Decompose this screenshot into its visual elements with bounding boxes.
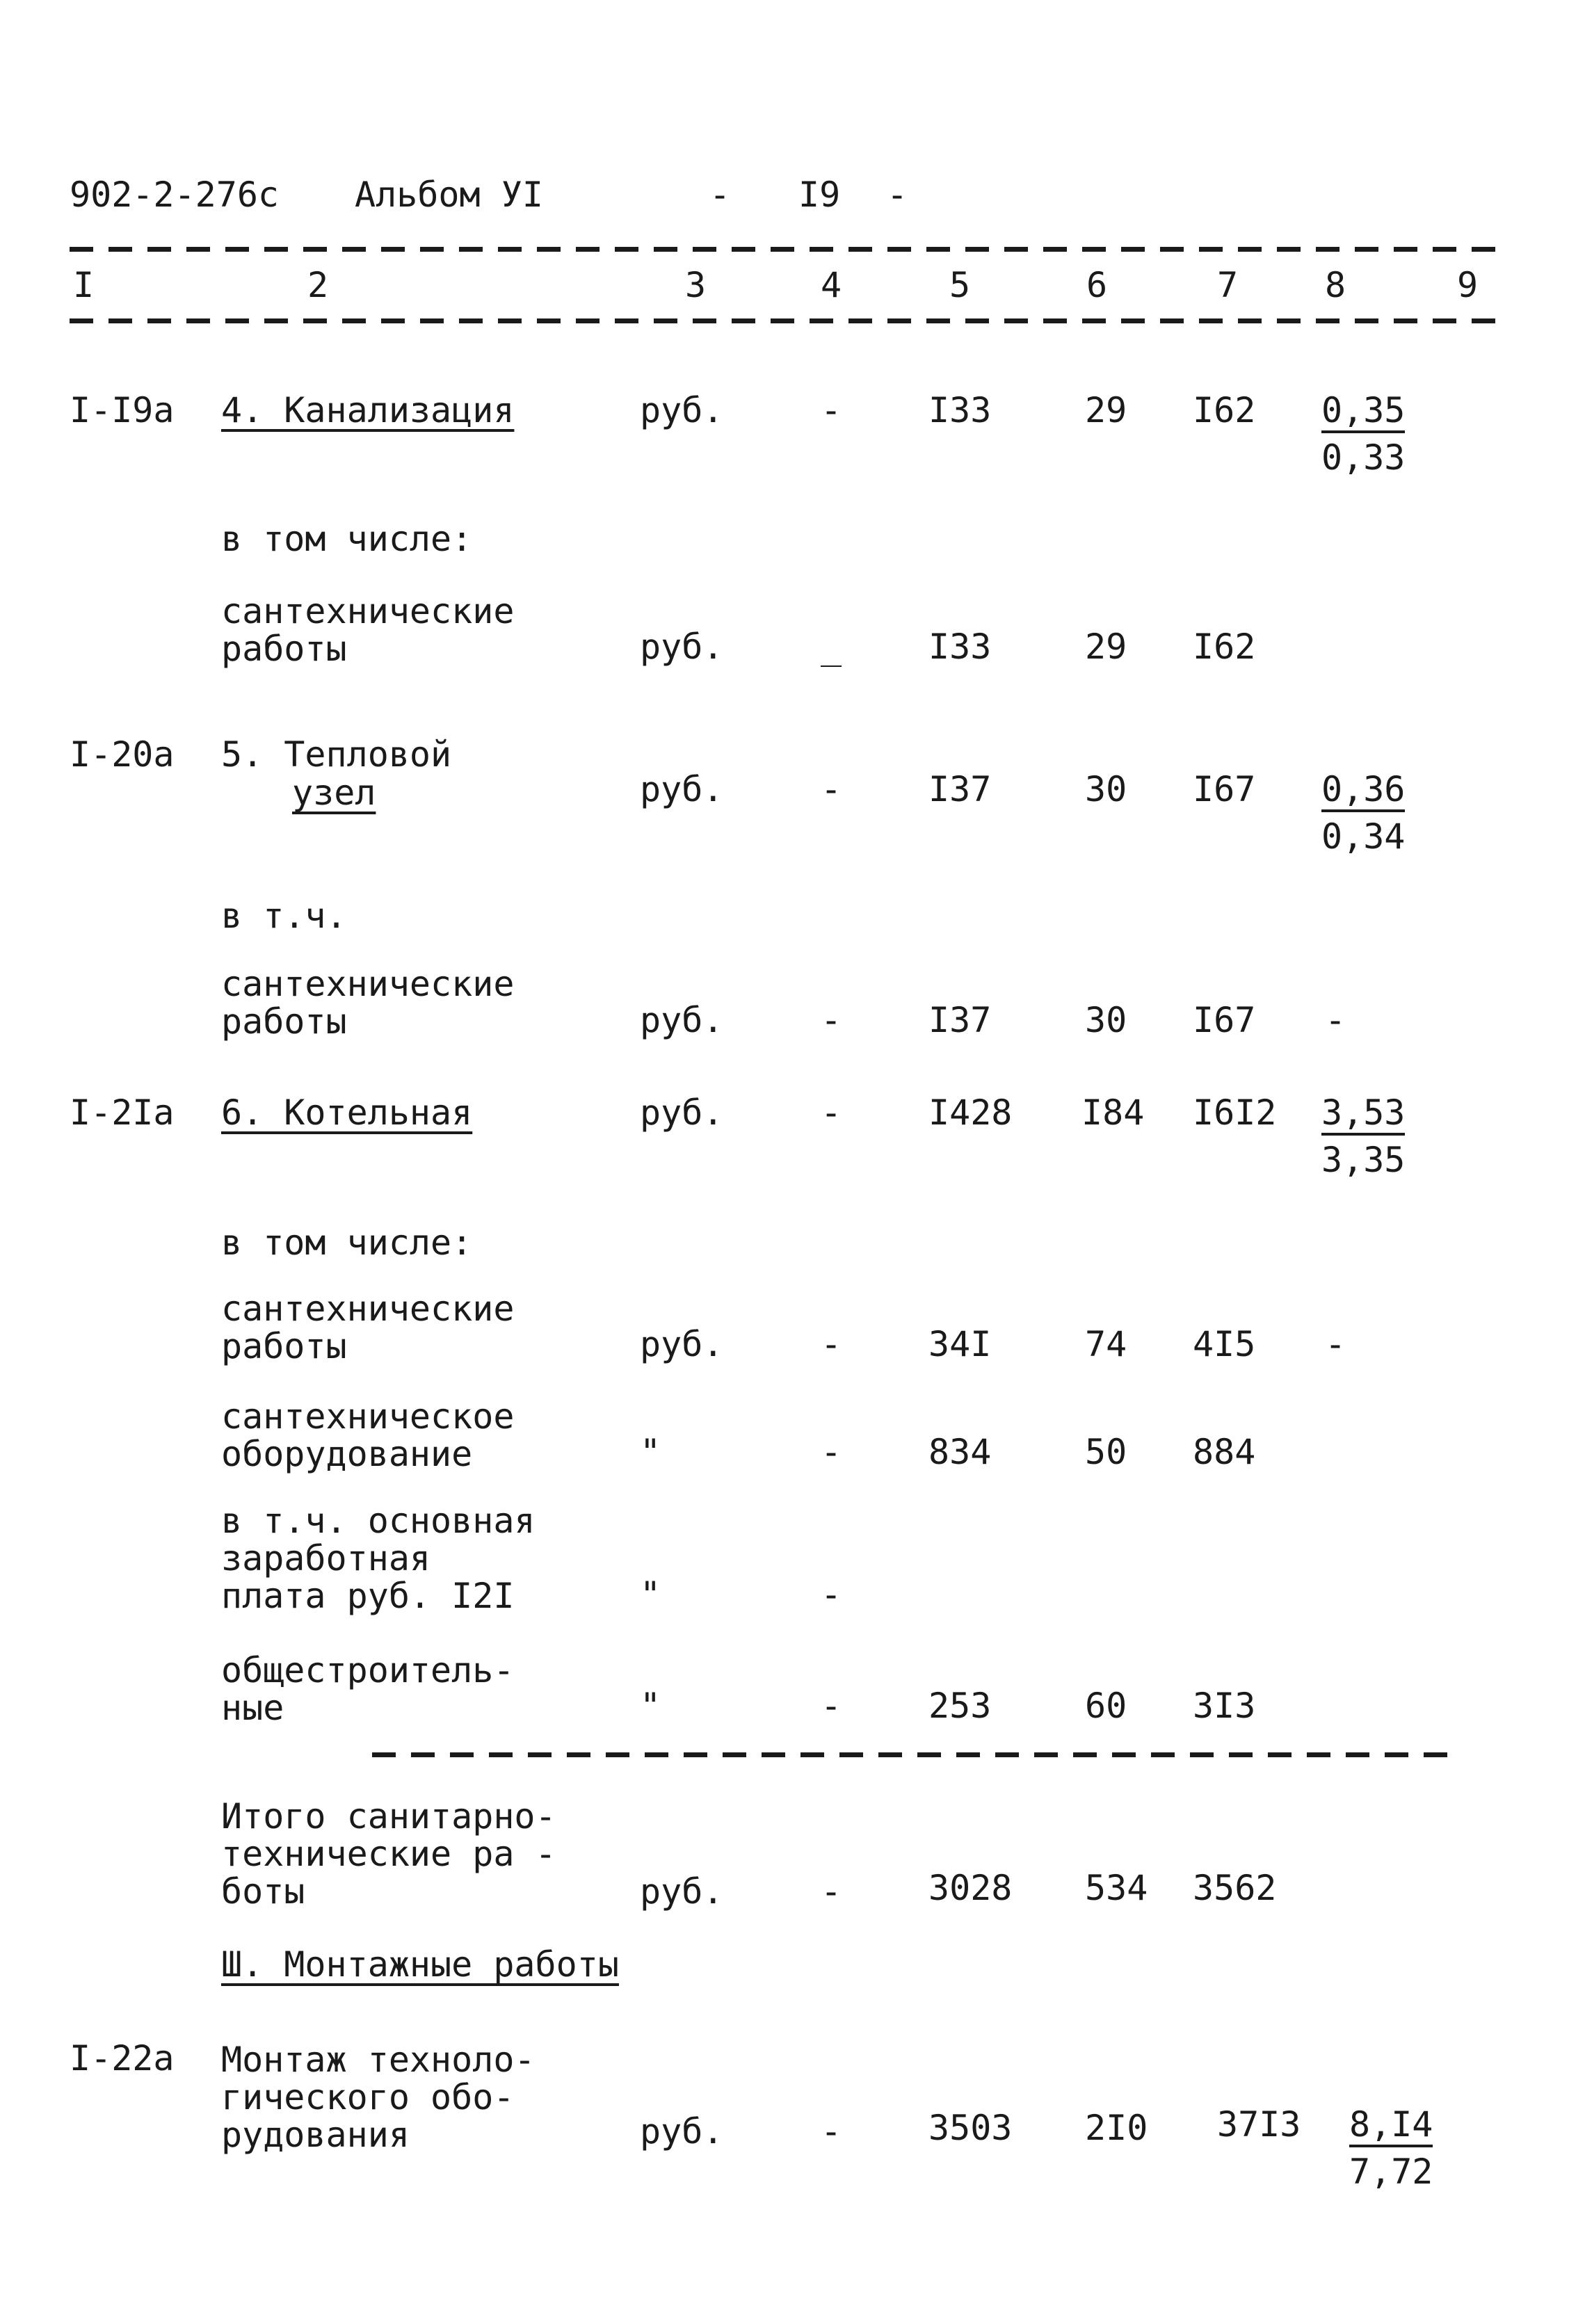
row-col5: 3503: [928, 2108, 1013, 2148]
page-dash-right: -: [887, 175, 908, 215]
col-header-2: 2: [307, 265, 329, 305]
fraction-numerator: 0,35: [1321, 393, 1405, 433]
sub-row-name: сантехнические работы: [221, 591, 515, 669]
sub-row-col8: -: [1325, 1324, 1346, 1364]
row-col4: -: [821, 1092, 842, 1133]
subsection-label: в том числе:: [221, 1222, 473, 1263]
sub-row-col7: I62: [1193, 627, 1256, 667]
document-code: 902-2-276с: [70, 175, 280, 215]
col-header-9: 9: [1457, 265, 1479, 305]
col-header-8: 8: [1325, 265, 1346, 305]
row-unit: руб.: [640, 1092, 724, 1133]
header-bottom-rule: [70, 318, 1502, 323]
row-name: Монтаж техноло- гического обо- рудования: [221, 2040, 536, 2155]
row-col5: I33: [928, 390, 992, 430]
row-code: I-22a: [70, 2038, 175, 2079]
sub-row-col8: -: [1325, 1000, 1346, 1040]
sub-row-col5: 834: [928, 1432, 992, 1472]
row-col7: I67: [1193, 769, 1256, 809]
sub-row-col5: 253: [928, 1686, 992, 1726]
row-col8-fraction: [1321, 1092, 1406, 1180]
sub-row-unit: руб.: [640, 1324, 724, 1364]
row-col4: -: [821, 2111, 842, 2152]
total-row-unit: руб.: [640, 1871, 724, 1912]
row-col6: 2I0: [1085, 2108, 1148, 2148]
sub-row-col7: 3I3: [1193, 1686, 1256, 1726]
col-header-5: 5: [949, 265, 971, 305]
page-dash-left: -: [709, 175, 731, 215]
sub-row-col6: 30: [1085, 1000, 1127, 1040]
total-row-col6: 534: [1085, 1868, 1148, 1908]
sub-row-col4: _: [821, 627, 842, 667]
subsection-label: в т.ч.: [221, 896, 347, 936]
section-title: Ш. Монтажные работы: [221, 1944, 619, 1985]
sub-row-col5: I33: [928, 627, 992, 667]
sub-row-col4: -: [821, 1324, 842, 1364]
sub-row-col4: -: [821, 1574, 842, 1615]
row-col8-fraction: [1321, 769, 1406, 857]
row-name: 4. Канализация: [221, 390, 515, 430]
row-col8-fraction: [1321, 390, 1406, 478]
subtotal-rule: [372, 1752, 1461, 1757]
row-name-line1: 5. Тепловой: [221, 734, 452, 775]
sub-row-col6: 50: [1085, 1432, 1127, 1472]
page-number: I9: [798, 175, 841, 215]
fraction-denominator: 0,34: [1321, 816, 1406, 857]
row-col7: 37I3: [1217, 2104, 1301, 2145]
row-col6: I84: [1081, 1092, 1145, 1133]
sub-row-col7: 4I5: [1193, 1324, 1256, 1364]
row-col8-fraction: [1349, 2104, 1433, 2192]
sub-row-unit: руб.: [640, 627, 724, 667]
sub-row-unit: ": [640, 1432, 661, 1472]
total-row-col4: -: [821, 1871, 842, 1912]
row-name: 6. Котельная: [221, 1092, 473, 1133]
sub-row-unit: руб.: [640, 1000, 724, 1040]
col-header-4: 4: [821, 265, 842, 305]
sub-row-unit: ": [640, 1574, 661, 1615]
sub-row-col7: I67: [1193, 1000, 1256, 1040]
sub-row-col5: I37: [928, 1000, 992, 1040]
sub-row-name: в т.ч. основная заработная плата руб. I2I: [221, 1501, 536, 1616]
fraction-denominator: 0,33: [1321, 437, 1406, 478]
sub-row-col6: 74: [1085, 1324, 1127, 1364]
sub-row-col6: 29: [1085, 627, 1127, 667]
row-col7: I62: [1193, 390, 1256, 430]
sub-row-name: сантехнические работы: [221, 964, 515, 1042]
row-col6: 30: [1085, 769, 1127, 809]
col-header-1: I: [73, 265, 95, 305]
total-row-name: Итого санитарно- технические ра - боты: [221, 1796, 556, 1912]
col-header-3: 3: [685, 265, 707, 305]
fraction-numerator: 0,36: [1321, 772, 1405, 812]
total-row-col5: 3028: [928, 1868, 1013, 1908]
fraction-denominator: 7,72: [1349, 2152, 1433, 2192]
row-unit: руб.: [640, 769, 724, 809]
row-col5: I428: [928, 1092, 1013, 1133]
sub-row-col7: 884: [1193, 1432, 1256, 1472]
subsection-label: в том числе:: [221, 519, 473, 559]
col-header-6: 6: [1086, 265, 1108, 305]
col-header-7: 7: [1217, 265, 1239, 305]
row-name-line2: узел: [292, 773, 376, 813]
sub-row-name: общестроитель- ные: [221, 1650, 515, 1728]
row-col7: I6I2: [1193, 1092, 1277, 1133]
fraction-denominator: 3,35: [1321, 1140, 1406, 1180]
row-code: I-20a: [70, 734, 175, 775]
row-col5: I37: [928, 769, 992, 809]
fraction-numerator: 8,I4: [1349, 2107, 1433, 2147]
row-code: I-I9a: [70, 390, 175, 430]
sub-row-col6: 60: [1085, 1686, 1127, 1726]
row-col6: 29: [1085, 390, 1127, 430]
sub-row-unit: ": [640, 1686, 661, 1726]
row-col4: -: [821, 769, 842, 809]
sub-row-name: сантехническое оборудование: [221, 1396, 515, 1474]
row-unit: руб.: [640, 2111, 724, 2152]
row-unit: руб.: [640, 390, 724, 430]
total-row-col7: 3562: [1193, 1868, 1277, 1908]
header-top-rule: [70, 247, 1502, 252]
sub-row-name: сантехнические работы: [221, 1289, 515, 1366]
album-label: Альбом УI: [355, 175, 543, 215]
row-code: I-2Ia: [70, 1092, 175, 1133]
sub-row-col5: 34I: [928, 1324, 992, 1364]
sub-row-col4: -: [821, 1432, 842, 1472]
fraction-numerator: 3,53: [1321, 1095, 1405, 1136]
sub-row-col4: -: [821, 1686, 842, 1726]
row-col4: -: [821, 390, 842, 430]
sub-row-col4: -: [821, 1000, 842, 1040]
